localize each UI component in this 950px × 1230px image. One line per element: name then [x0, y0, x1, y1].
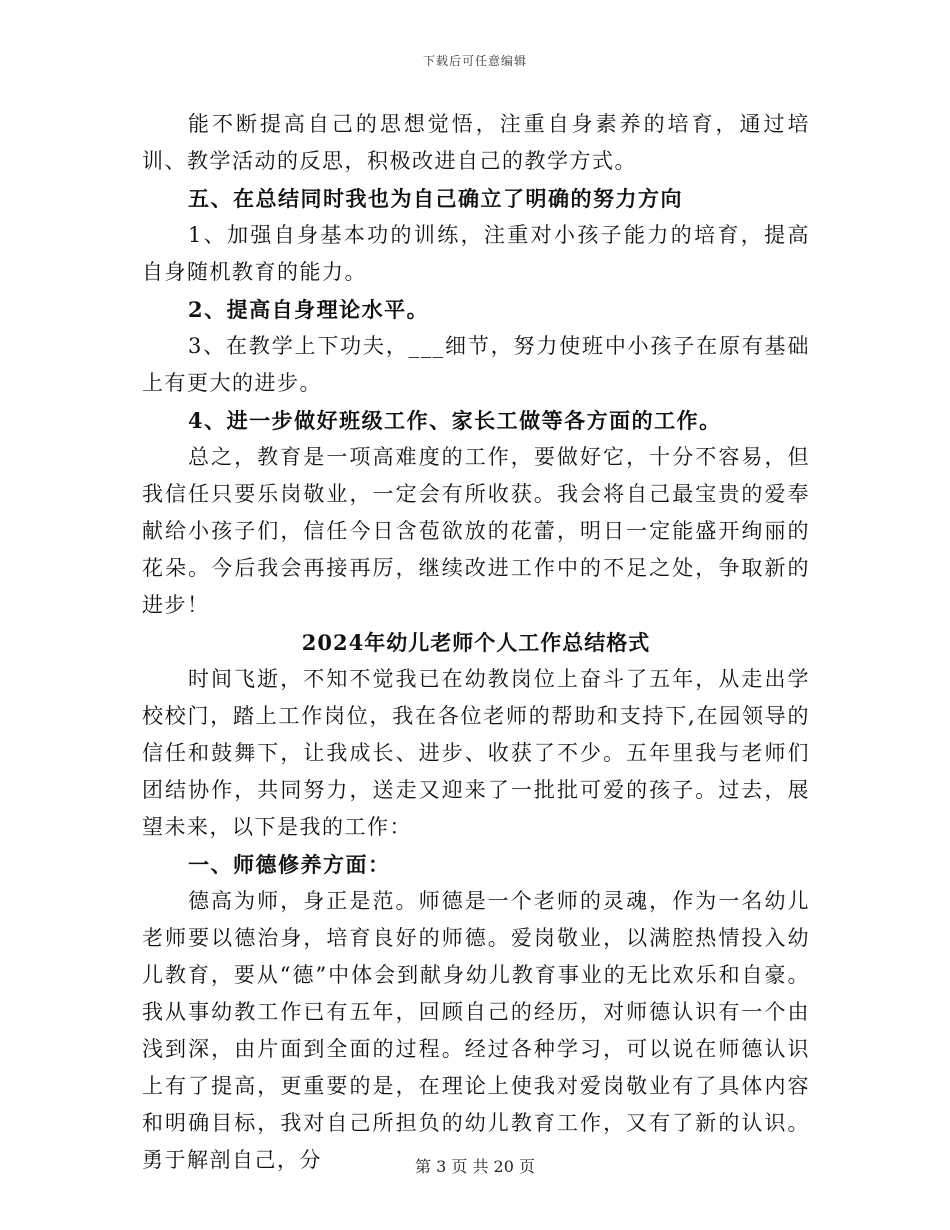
paragraph: 1、加强自身基本功的训练，注重对小孩子能力的培育，提高自身随机教育的能力。 [142, 223, 810, 284]
paragraph: 3、在教学上下功夫，___细节，努力使班中小孩子在原有基础上有更大的进步。 [142, 334, 810, 395]
page-header-note: 下载后可任意编辑 [422, 54, 527, 68]
section-heading: 五、在总结同时我也为自己确立了明确的努力方向 [188, 186, 683, 211]
paragraph: 德高为师，身正是范。师德是一个老师的灵魂，作为一名幼儿老师要以德治身，培育良好的师德。爱岗敬业，以满腔热情投入幼儿教育，要从“德”中体会到献身幼儿教育事业的无比欢乐和自豪。我从事幼教工作已有五年，回顾自己的经历，对师德认识有一个由浅到深，由片面到全面的过程。经过各种学习，可以说在师德认识上有了提高，更重要的是，在理论上使我对爱岗敬业有了具体内容和明确目标，我对自己所担负的幼儿教育工作，又有了新的认识。勇于解剖自己，分 [142, 889, 810, 1172]
document-body [142, 106, 810, 1179]
paragraph: 总之，教育是一项高难度的工作，要做好它，十分不容易，但我信任只要乐岗敬业，一定会有所收获。我会将自己最宝贵的爱奉献给小孩子们，信任今日含苞欲放的花蕾，明日一定能盛开绚丽的花朵。今后我会再接再厉，继续改进工作中的不足之处，争取新的进步！ [142, 445, 810, 617]
list-item-heading: 2、提高自身理论水平。 [188, 297, 430, 322]
document-title: 2024年幼儿老师个人工作总结格式 [301, 630, 651, 655]
section-heading: 一、师德修养方面： [188, 852, 391, 877]
page-number: 第 3 页 共 20 页 [415, 1157, 535, 1176]
list-item-heading: 4、进一步做好班级工作、家长工做等各方面的工作。 [188, 408, 722, 433]
paragraph: 时间飞逝，不知不觉我已在幼教岗位上奋斗了五年，从走出学校校门，踏上工作岗位，我在各位老师的帮助和支持下,在园领导的信任和鼓舞下，让我成长、进步、收获了不少。五年里我与老师们团结协作，共同努力，送走又迎来了一批批可爱的孩子。过去，展望未来，以下是我的工作： [142, 667, 810, 839]
paragraph: 能不断提高自己的思想觉悟，注重自身素养的培育，通过培训、教学活动的反思，积极改进自己的教学方式。 [142, 112, 810, 173]
